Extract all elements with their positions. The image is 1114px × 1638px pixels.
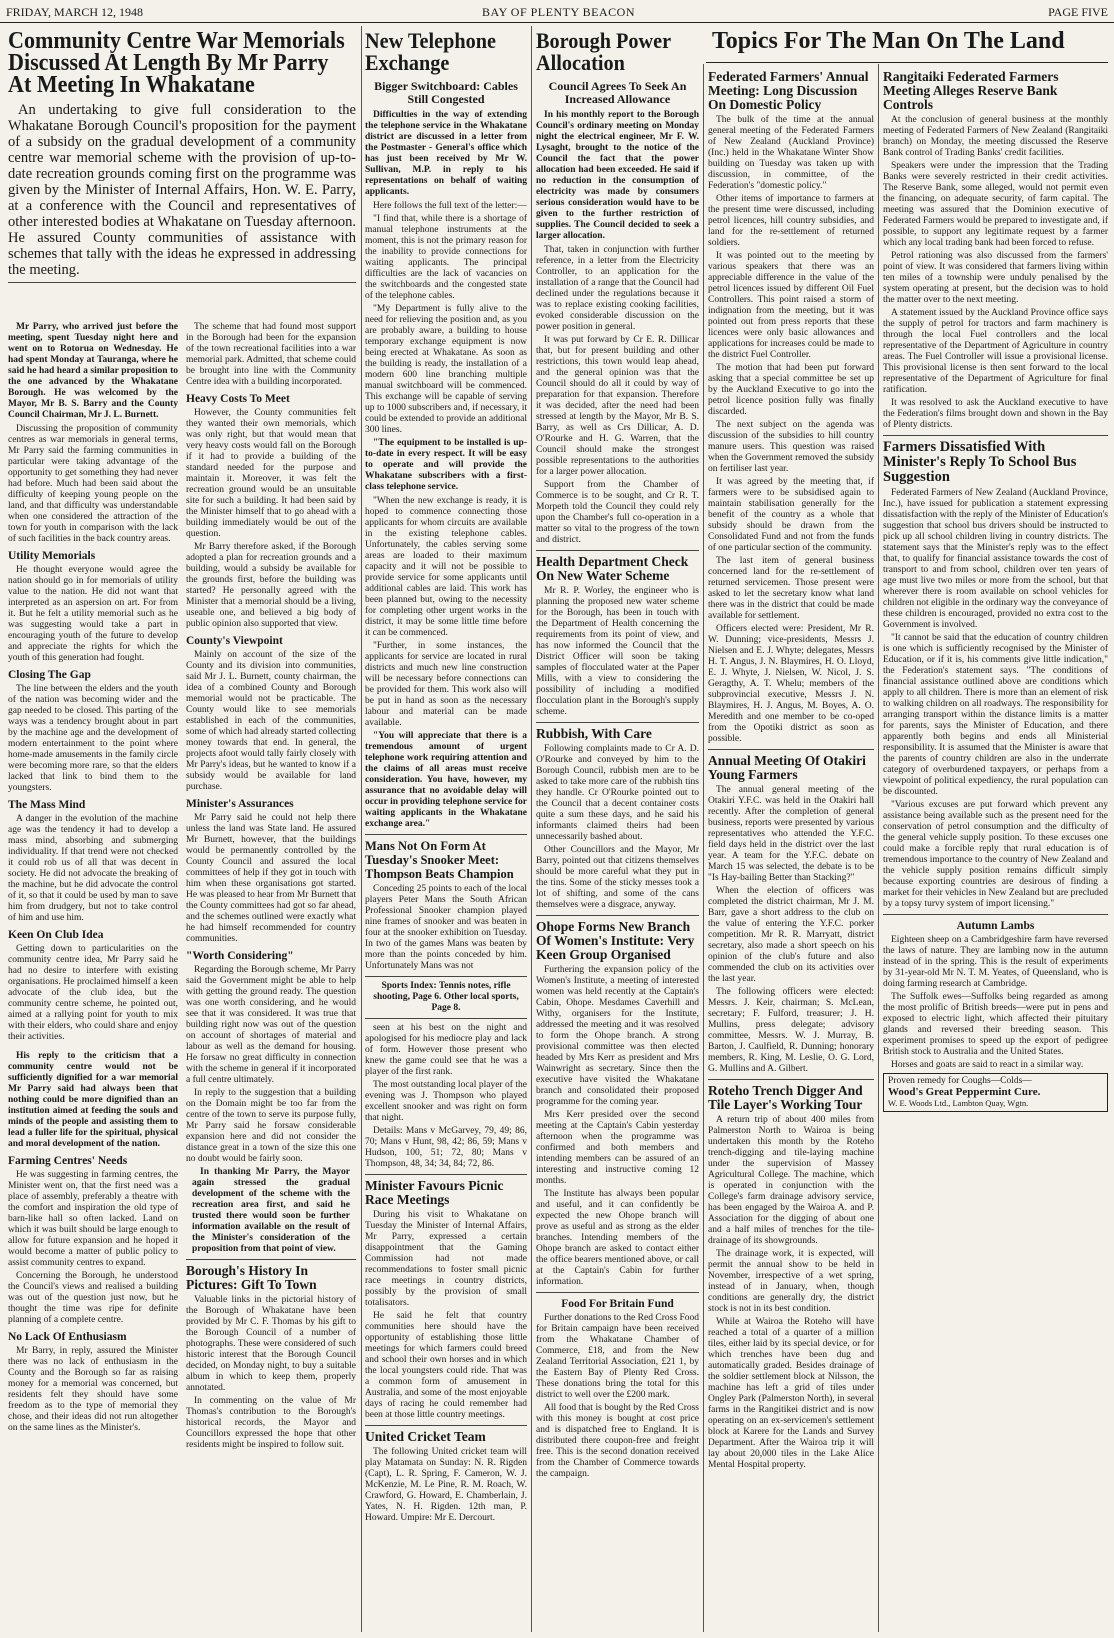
article-paragraph: A return trip of about 400 miles from Palmerston North to Wairoa is being undertaken this month by the Roteho trench-digging and tile-laying machine under the supervision of Massey Agricultural College. The machine, which is operated in conjunction with the College's farm drainage advisory service, has been engaged by the Wairoa A. and P. Association for the digging of about one and a half miles of trenches for the tile-drainage of its showgrounds. [708, 1115, 874, 1246]
article-paragraph: Regarding the Borough scheme, Mr Parry said the Government might be able to help with getting the ground ready. The question was one worth considering, and he would see that it was considered. It was true that building right now was out of the question on account of shortages of material and labour as well as the demand for housing. He forsaw no great difficulty in connection with the scheme in general if it incorporated a full centre ultimately. [186, 965, 356, 1085]
article-paragraph: He thought everyone would agree the nation should go in for memorials of utility value to the nation. He did not want that interpreted as an aspersion on art. For from it. But he felt a utility memorial such as he was suggesting would take a part in encouraging youth of the future to develop and appreciate the rights for which the youth of this generation had fought. [8, 565, 178, 663]
subheading: Keen On Club Idea [8, 929, 104, 941]
subheading: Closing The Gap [8, 669, 91, 681]
community-centre-column-a [8, 322, 178, 1632]
divider [365, 1425, 527, 1426]
divider [8, 282, 356, 283]
article-paragraph: Support from the Chamber of Commerce is to be sought, and Cr R. T. Morpeth told the Council they could rely upon the Chamber's full co-operation in a matter so vital to the progress of the town and district. [536, 480, 699, 545]
divider [365, 976, 527, 977]
article-paragraph: The motion that had been put forward asking that a special committee be set up by the Auckland Executive to go into the petrol licence position fully was finally discarded. [708, 363, 874, 417]
article-paragraph: Officers elected were: President, Mr R. W. Dunning; vice-presidents, Messrs J. Nielsen and E. J. Whyte; delegates, Messrs H. T. Angus, J. N. Blaymires, H. O. Lloyd, E. J. Whyte, J. Nielsen, W. Nicol, J. S. Geragthy, A. T. Whelu; members of the subprovincial executive, Messrs J. N. Blaymires, H. J. Angus, M. Boyes, A. O. Meredith and one member to be co-oped from the Opotiki district as soon as possible. [708, 624, 874, 744]
community-centre-lead: An undertaking to give full consideration to the Whakatane Borough Council's proposition for the payment of a subsidy on the gradual development of a community centre war memorial scheme with the provision of up-to-date recreation grounds coming first on the programme was given by the Minister of Internal Affairs, Hon. W. E. Parry, at a conference with the Council and representatives of other interested bodies at Whakatane on Tuesday afternoon. He assured County communities of assistance with schemes that tally with the ideas he expressed in addressing the meeting. [8, 102, 356, 278]
article-paragraph: "Various excuses are put forward which prevent any assistance being available such as the present need for the conservation of petrol consumption and the difficulty of the general vehicle supply position. To these excuses one could make a forcible reply that rural education is of tremendous importance to the country of New Zealand and the vehicle supply position remains difficult simply because exporting countries are desirous of finding a market for their vehicles in New Zealand but are precluded by a topsy turvy system of import licensing." [883, 800, 1108, 909]
article-paragraph: Horses and goats are said to react in a similar way. [891, 1060, 1084, 1070]
subheading: Heavy Costs To Meet [186, 393, 290, 405]
picnic-race-headline: Minister Favours Picnic Race Meetings [365, 1178, 504, 1207]
article-paragraph: "My Department is fully alive to the need for relieving the position and, as you are probably aware, a building to house temporary exchange equipment is now being erected at Whakatane. As soon as the building is ready, the installation of a modern 600 line branching multiple manual switchboard will be commenced. This exchange will be capable of serving up to 1000 subscribers and, if necessary, it could be extended to provide an additional 300 lines. [365, 304, 527, 435]
divider [883, 435, 1108, 436]
article-paragraph: He was suggesting in farming centres, the Minister went on, that the first need was a place of assembly, preferably a theatre with the comfort and inspiration the old type of barn-like hall so often lacked. Land on which it was built should be large enough to allow for future expansion and he hoped it would become a matter of public policy to assist community centres to expand. [8, 1170, 178, 1268]
peppermint-cure-advert [883, 1073, 1108, 1112]
article-paragraph: The last item of general business concerned land for the re-settlement of returned servicemen. Those present were asked to let the secretary know what land there was in the district that could be made available for settlement. [708, 556, 874, 621]
article-paragraph: "Further, in some instances, the applicants for service are located in rural districts and much new line construction will be necessary before connections can be provided for them. This work also will be put in hand as soon as the necessary labour and material can be made available. [365, 641, 527, 728]
community-centre-column-b [186, 322, 356, 1632]
roteho-headline: Roteho Trench Digger And Tile Layer's Working Tour [708, 1083, 863, 1112]
article-paragraph: Mr R. P. Worley, the engineer who is planning the proposed new water scheme for the Borough, has been in touch with the Department of Health concerning the requirements from its point of view, and has now informed the Council that the District Officer will soon be taking samples of flocculated water at the Paper Mills, with a view to considering the possibility of including a modified flocculation plant in the Borough's supply scheme. [536, 586, 699, 717]
divider [708, 1079, 874, 1080]
masthead-page-number: PAGE FIVE [1048, 5, 1108, 19]
article-paragraph: Valuable links in the pictorial history of the Borough of Whakatane have been provided by Mr C. F. Thomas by his gift to the Borough Council of a number of photographs. These were considered of such historic interest that the Borough Council decided, on Monday night, to buy a suitable album in which to keep them, properly annotated. [186, 1295, 356, 1393]
community-centre-article [8, 26, 356, 1632]
article-paragraph: "When the new exchange is ready, it is hoped to commence connecting those applicants for whom circuits are available in the existing telephone cables. Unfortunately, the cables serving some areas are loaded to their maximum capacity and it will not be possible to provide service for some applicants until additional cables are laid. This work has been planned but, owing to the necessity for completing other urgent works in the district, it may be some little time before it can be commenced. [365, 496, 527, 638]
article-paragraph: Other Councillors and the Mayor, Mr Barry, pointed out that citizens themselves should be more careful what they put in the tins. Some of the sticky messes took a lot of shifting, and some of the cans themselves were a disgrace, anyway. [536, 845, 699, 910]
article-paragraph: seen at his best on the night and apologised for his mediocre play and lack of form. However those present who knew the game could see that he was a player of the first rank. [365, 1023, 527, 1077]
subheading: Farming Centres' Needs [8, 1155, 128, 1167]
article-paragraph: All food that is bought by the Red Cross with this money is bought at cost price and is dispatched free to England. It is distributed there coupon-free and freight free. This is the second donation received from the Chamber of Commerce towards the campaign. [536, 1403, 699, 1479]
article-bold-paragraph: Difficulties in the way of extending the telephone service in the Whakatane district are discussed in a letter from the Postmaster - General's office which has just been received by Mr W. Sullivan, M.P. in reply to his representations on behalf of waiting applicants. [365, 110, 527, 197]
divider [536, 722, 699, 723]
article-bold-paragraph: In his monthly report to the Borough Council's ordinary meeting on Monday night the electrical engineer, Mr F. W. Lysaght, brought to the notice of the Council the fact that the power allocation had been exceeded. He said if no reduction in the consumption of electricity was made by consumers serious consideration would have to be given to the further restriction of supplies. The Council decided to seek a larger allocation. [536, 110, 699, 241]
article-paragraph: Speakers were under the impression that the Trading Banks were severely restricted in their credit activities. The Reserve Bank, some alleged, would not permit even the financing, on adequate security, of farm capital. The meeting was assured that the Dominion executive of Federated Farmers would be prepared to investigate and, if possible, to support any legitimate request by a farmer which any local trading bank had been forced to refuse. [883, 161, 1108, 248]
community-centre-headline: Community Centre War Memorials Discussed At Length By Mr Parry At Meeting In Whakatane [8, 28, 345, 98]
federated-farmers-column [708, 66, 874, 1632]
subheading: Utility Memorials [8, 550, 96, 562]
divider [536, 915, 699, 916]
article-paragraph: It was put forward by Cr E. R. Dillicar that, but for present building and other restrictions, this town would leap ahead, and the general opinion was that the Council should do all it could by way of preparation for that expansion. Therefore it was decided, after the need had been stressed at length by the Mayor, Mr B. S. Barry, as well as Crs Dillicar, A. D. O'Rourke and H. G. Warren, that the Council should make the strongest possible representations to the authorities for a larger power allocation. [536, 335, 699, 477]
article-paragraph: Mr Parry said he could not help there unless the land was State land. He assured Mr Burnett, however, that the buildings would be permanently controlled by the County Council and assured the local committees of help if they got in touch with him when these organisations got started. He was pleased to hear from Mr Burnett that the County committees had got so far ahead, and the schemes outlined were exactly what he had himself recommended for country communities. [186, 813, 356, 944]
ohope-institute-headline: Ohope Forms New Branch Of Women's Institute: Very Keen Group Organised [536, 919, 695, 962]
article-paragraph: In commenting on the value of Mr Thomas's contribution to the Borough's historical records, the Mayor and Councillors expressed the hope that other residents might be inspired to follow suit. [186, 1396, 356, 1450]
divider [365, 834, 527, 835]
divider [365, 1174, 527, 1175]
otakiri-headline: Annual Meeting Of Otakiri Young Farmers [708, 753, 866, 782]
divider [706, 62, 1108, 63]
subheading: No Lack Of Enthusiasm [8, 1331, 127, 1343]
masthead [0, 0, 1114, 23]
article-paragraph: Mr Barry therefore asked, if the Borough adopted a plan for recreation grounds and a building, would a subsidy be available for the grounds first, before the building was started? He personally agreed with the Minister that a memorial should be a living, useable one, and believed a big body of public opinion also supported that view. [186, 542, 356, 629]
telephone-deck: Bigger Switchboard: Cables Still Congested [374, 79, 518, 106]
divider [536, 550, 699, 551]
article-bold-paragraph: "The equipment to be installed is up-to-date in every respect. It will be easy to operate and will provide the Whakatane subscribers with a first-class telephone service. [365, 438, 527, 492]
column-rule [878, 64, 879, 1632]
borough-power-column [536, 26, 699, 1632]
article-bold-paragraph: His reply to the criticism that a community centre would not be sufficiently dignified for a war memorial Mr Parry said had always been that nothing could be more dignified than an institution aimed at feeding the souls and minds of the people and assisting them to lead a fuller life for the spiritual, physical and moral development of the nation. [8, 1051, 178, 1149]
article-paragraph: Getting down to particularities on the community centre idea, Mr Parry said he had no desire to interfere with existing organisations. He proclaimed himself a keen advocate of the club idea, but the community centre scheme, he pointed out, aimed at a rallying point for youth to mix with their elders, who could share and enjoy their activities. [8, 944, 178, 1042]
telephone-headline: New Telephone Exchange [365, 28, 497, 75]
column-rule [703, 64, 704, 1632]
autumn-lambs-headline: Autumn Lambs [956, 920, 1035, 932]
food-britain-headline: Food For Britain Fund [561, 1298, 674, 1310]
cricket-headline: United Cricket Team [365, 1429, 486, 1444]
article-paragraph: Federated Farmers of New Zealand (Auckland Province, Inc.), have issued for publication a statement expressing dissatisfaction with the reply of the Minister of Education's suggestion that school bus drivers should be instructed to pick up all school children living in country districts. The statement says that the Minister's reply was to the effect that, to qualify for financial assistance towards the cost of transport to and from school, children over ten years of age must live two miles or more from the school, but that wherever there is room available on school vehicles for children not eligible in the ordinary way the conveyance of these children is encouraged, provided no extra cost to the Government is involved. [883, 488, 1108, 630]
article-paragraph: Furthering the expansion policy of the Women's Institute, a meeting of interested women was held recently at the Captain's Cabin, Ohope. Mesdames Caverhill and Withy, organisers for the Institute, addressed the meeting and it was resolved to form the Ohope branch. A strong provisional committee was then elected headed by Mrs Kerr as president and Mrs Wainwright as secretary. Since then the executive have visited the Whakatane branch and consolidated their proposed programme for the coming year. [536, 965, 699, 1107]
article-paragraph: Discussing the proposition of community centres as war memorials in general terms, Mr Parry said the farming communities in particular were taking advantage of the opportunity to get something they had never had before. Much had been said about the difficulty of keeping young people on the land, and that difficulty was understandable when one considered the attraction of the town for youth in comparison with the lack of such facilities in the back country areas. [8, 424, 178, 544]
article-paragraph: The annual general meeting of the Otakiri Y.F.C. was held in the Otakiri hall recently. After the completion of general business, reports were presented by various representatives who attended the Y.F.C. field days held in the district over the last year. A team for the Y.F.C. debate on March 15 was selected, the debate is to be "Is Hay-bailing Better than Stacking?" [708, 785, 874, 883]
borough-history-headline: Borough's History In Pictures: Gift To Town [186, 1263, 317, 1292]
article-paragraph: Further donations to the Red Cross Food for Britain campaign have been received from the Whakatane Chamber of Commerce, £18, and from the New Zealand Territorial Association, £21 1, by the Eastern Bay of Plenty Red Cross. These donations bring the total for this district to well over the £200 mark. [536, 1313, 699, 1400]
rangitaiki-headline: Rangitaiki Federated Farmers Meeting Alleges Reserve Bank Controls [883, 69, 1059, 112]
article-paragraph: The following United cricket team will play Matamata on Sunday: N. R. Rigden (Capt), L. R. Spring, F. Cameron, W. J. McKenzie, M. Le Pine, R. M. Roach, W. Crawford, G. Howard, E. Chamberlain, J. Yates, N. H. Rigden. 12th man, P. Howard. Umpire: Mr E. Dercourt. [365, 1447, 527, 1523]
advert-line: Proven remedy for Coughs—Colds— [888, 1076, 1032, 1086]
sports-index: Sports Index: Tennis notes, rifle shooting, Page 6. Other local sports, Page 8. [373, 981, 519, 1013]
rangitaiki-column [883, 66, 1108, 1632]
topics-banner-title: Topics For The Man On The Land [712, 28, 1065, 54]
federated-farmers-headline: Federated Farmers' Annual Meeting: Long Discussion On Domestic Policy [708, 69, 869, 112]
advert-address: W. E. Woods Ltd., Lambton Quay, Wgtn. [888, 1098, 1029, 1108]
article-paragraph: Conceding 25 points to each of the local players Peter Mans the South African Professional Snooker champion played nine frames of snooker and was beaten in four at the snooker exhibition on Tuesday. In two of the games Mans was beaten by more than the points conceded by him. Unfortunately Mans was not [365, 884, 527, 971]
article-paragraph: The Suffolk ewes—Suffolks being regarded as among the most prolific of British breeds—were put in pens and exposed to electric light, which affected their pituitary glands and reversed their breeding season. This experiment promises to speed up the export of pedigree British stock to Australia and the United States. [883, 992, 1108, 1057]
subheading: County's Viewpoint [186, 635, 283, 647]
article-paragraph: When the election of officers was completed the district chairman, Mr J. M. Barr, gave a short address to the club on the value of entering the Y.F.C. porker competition. Mr R. R. Marryatt, district secretary, also made a short speech on his opinion of the club's future and also commended the club on its activities over the last year. [708, 886, 874, 984]
article-paragraph: Eighteen sheep on a Cambridgeshire farm have reversed the laws of nature. They are lambing now in the autumn instead of in the spring. This is the result of experiments by 31-year-old Mr N. T. M. Yeates, of Queensland, who is doing farming research at Cambridge. [883, 935, 1108, 989]
article-paragraph: Following complaints made to Cr A. D. O'Rourke and conveyed by him to the Borough Council, rubbish men are to be asked to take more care of the rubbish tins they handle. Cr O'Rourke pointed out to the Council that a decent container costs quite a sum these days, and he said his informants claimed theirs had been unnecessarily bashed about. [536, 744, 699, 842]
article-paragraph: "It cannot be said that the education of country children is one which is sufficiently recognised by the Minister of Education, or if it is, his comments give little indication," the Federation's statement says. "The conditions of financial assistance outlined above are conditions which apply to all children. There is more than an element of risk to walking children on all roadways. The responsibility for arranging transport within the distance limits is a matter for parents, says the Minister of Education, and there apparently both begins and ends all Ministerial responsibility. It is assumed that the Minister is aware that the parents of country children are also in the underrate category of overburdened taxpayers, or perhaps from a viewpoint of political expediency, the rural population can be discounted. [883, 633, 1108, 797]
article-paragraph: Other items of importance to farmers at the present time were discussed, including petrol licences, hill country subsidies, and land for the re-settlement of returned soldiers. [708, 194, 874, 248]
article-paragraph: While at Wairoa the Roteho will have reached a total of a quarter of a million tiles, either laid by its special device, or for which trenches have been dug and automatically graded. Besides drainage of the soldier settlement block at Nilsson, the machine has left a grid of tiles under Ongley Park (Palmerston North), in several farms in the Rangitikei district and is now operating on an ex-servicemen's settlement block at Karere for the Lands and Survey Department. After the Wairoa trip it will lay about 20,000 tiles in the Lake Alice Mental Hospital property. [708, 1317, 874, 1470]
subheading: Minister's Assurances [186, 798, 294, 810]
borough-power-headline: Borough Power Allocation [536, 28, 671, 75]
divider [186, 1259, 356, 1260]
article-paragraph: It was pointed out to the meeting by various speakers that there was an appreciable difference in the value of the petrol licences issued by different Oil Fuel Controllers. This point raised a storm of indignation from the meeting, but it was pointed out from press reports that these licences were only basic allowances and applications for increases could be made to the district Fuel Controller. [708, 251, 874, 360]
article-paragraph: The line between the elders and the youth of the nation was becoming wider and the gap needed to be closed. This parting of the ways was a tendency brought about in part by the machine age and the development of modern entertainment to the point where home-made amusements in the family circle were becoming more rare, so that the elders lacked that link to bind them to the youngsters. [8, 684, 178, 793]
telephone-exchange-column [365, 26, 527, 1632]
divider [365, 1018, 527, 1019]
rubbish-headline: Rubbish, With Care [536, 726, 652, 741]
article-paragraph: The most outstanding local player of the evening was J. Thompson who played excellent snooker and was right on form that night. [365, 1080, 527, 1123]
article-paragraph: It was resolved to ask the Auckland executive to have the Federation's films brought down and shown in the Bay of Plenty districts. [883, 398, 1108, 430]
article-paragraph: Mrs Kerr presided over the second meeting at the Captain's Cabin yesterday afternoon when the programme was confirmed and both members and intending members can be assured of an interesting and instructive coming 12 months. [536, 1110, 699, 1186]
article-paragraph: The following officers were elected: Messrs. J. Keir, chairman; S. McLean, secretary; F. Fulford, treasurer; J. H. Mullins, press delegate; advisory committee, Messrs. W. J. Murray, B. Barton, J. Caulfield, R. Dunning; honorary members, R. King, M. Leslie, O. G. Lord, G. Mullins and A. Gilbert. [708, 987, 874, 1074]
school-bus-headline: Farmers Dissatisfied With Minister's Reply To School Bus Suggestion [883, 439, 1077, 485]
article-paragraph: During his visit to Whakatane on Tuesday the Minister of Internal Affairs, Mr Parry, expressed a certain disappointment that the Gaming Commission had not made recommendations to foster small picnic race meetings in country districts, possibly by the provision of small totalisators. [365, 1210, 527, 1308]
article-paragraph: Petrol rationing was also discussed from the farmers' point of view. It was considered that farmers living within ten miles of a township were unduly penalised by the system operating at present, but the decision was to hold the matter over to the next meeting. [883, 251, 1108, 305]
subheading: The Mass Mind [8, 799, 86, 811]
article-paragraph: At the conclusion of general business at the monthly meeting of Federated Farmers of New Zealand (Rangitaiki branch) on Monday, the meeting discussed the Reserve Bank control of Trading Banks' credit facilities. [883, 115, 1108, 158]
article-paragraph: The next subject on the agenda was discussion of the subsidies to hill country manure users. This question was raised when the Government removed the subsidy on fertiliser last year. [708, 420, 874, 474]
article-paragraph: The bulk of the time at the annual general meeting of the Federated Farmers of New Zealand (Auckland Province) (Inc.) held in the Whakatane Winter Show building on Tuesday was taken up with discussion, in committee, of the Federation's "domestic policy." [708, 115, 874, 191]
article-paragraph: Here follows the full text of the letter:— [373, 201, 527, 211]
article-paragraph: That, taken in conjunction with further reference, in a letter from the Electricity Controller, to an application for the installation of a range that the Council had declined under the regulations because it was to replace existing cooking facilities, evoked considerable discussion on the power position in general. [536, 245, 699, 332]
divider [536, 1292, 699, 1293]
article-paragraph: Mainly on account of the size of the County and its division into communities, said Mr J. L. Burnett, county chairman, the idea of a combined County and Borough memorial would not be practicable. The County would like to see memorials established in each of the communities, some of which had already started collecting money towards that end. In general, the projects afoot would tally fairly closely with Mr Parry's ideas, but he wanted to know if a subsidy would be available for land purchase. [186, 650, 356, 792]
article-bold-paragraph: In thanking Mr Parry, the Mayor again stressed the gradual development of the scheme with the recreation area first, and said he trusted there would soon be further information available on the result of the Minister's consideration of the proposition from that point of view. [192, 1167, 350, 1254]
column-rule [531, 26, 532, 1632]
article-paragraph: However, the County communities felt they wanted their own memorials, which was only right, but that would mean that very heavy costs would fall on the Borough if it had to provide a building of the standard needed for the purpose and maintain it. Moreover, it was felt the recreation ground would be an unsuitable site for such a building. It had been said by the Minister himself that to go ahead with a building immediately would be out of the question. [186, 408, 356, 539]
divider [883, 914, 1108, 915]
water-scheme-headline: Health Department Check On New Water Scheme [536, 554, 689, 583]
snooker-headline: Mans Not On Form At Tuesday's Snooker Meet: Thompson Beats Champion [365, 839, 514, 881]
column-rule [361, 26, 362, 1632]
masthead-date: FRIDAY, MARCH 12, 1948 [6, 5, 144, 19]
masthead-paper-name: BAY OF PLENTY BEACON [482, 5, 636, 19]
borough-power-deck: Council Agrees To Seek An Increased Allowance [548, 79, 687, 106]
article-paragraph: Details: Mans v McGarvey, 79, 49; 86, 70; Mans v Hunt, 98, 42; 86, 59; Mans v Hudson, 100, 51; 72, 80; Mans v Thompson, 48, 34; 34, 84; 72, 86. [365, 1126, 527, 1169]
subheading: "Worth Considering" [186, 950, 294, 962]
article-paragraph: Concerning the Borough, he understood the Council's views and realised a building was out of the question just now, but he thought the time was ripe for definite planning of a complete centre. [8, 1271, 178, 1325]
article-bold-paragraph: "You will appreciate that there is a tremendous amount of urgent telephone work requiring attention and the claims of all areas must receive consideration. You have, however, my assurance that no avoidable delay will occur in providing telephone service for waiting applicants in the Whakatane exchange area." [365, 731, 527, 829]
article-paragraph: The scheme that had found most support in the Borough had been for the expansion of the town recreational facilities into a war memorial park. Admitted, that scheme could be brought into line with the Community Centre idea with a building incorporated. [186, 322, 356, 387]
article-paragraph: The Institute has always been popular and useful, and it can confidently be expected the new Ohope branch will prove as useful and as strong as the elder branches. Intending members of the Ohope branch are asked to contact either the office bearers mentioned above, or call at the Captain's Cabin for further information. [536, 1189, 699, 1287]
article-paragraph: The drainage work, it is expected, will permit the annual show to be held in November, irrespective of a wet spring, instead of in January, when, though conditions are generally dry, the district stock is not in its best condition. [708, 1249, 874, 1314]
article-paragraph: In reply to the suggestion that a building on the Domain might be too far from the centre of the town to serve its purpose fully, Mr Parry said he forsaw considerable expansion here and did not consider the distance great in a town of the size this one no doubt would be fairly soon. [186, 1088, 356, 1164]
topics-banner [708, 26, 1108, 62]
article-paragraph: A danger in the evolution of the machine age was the tendency it had to develop a mass mind, absorbing and submerging individuality. If that trend were not checked it could rob us of all that was decent in society. He did not advocate the breaking of the machine, but he did advocate the control of it, so that it could be used by man to save him from drudgery, but not to take control of him and use him. [8, 814, 178, 923]
article-paragraph: He said he felt that country communities here should have the opportunity of establishing those little meetings for which farmers could breed and school their own horses and in which the local youngsters could ride. That was a common form of amusement in Australia, and some of the most enjoyable days of racing he could remember had been at those little country meetings. [365, 1311, 527, 1420]
article-paragraph: It was agreed by the meeting that, if farmers were to be subsidised again to maintain stabilisation generally for the benefit of the country as a whole that subsidy should be drawn from the Consolidated Fund and not from the funds of one particular section of the community. [708, 477, 874, 553]
article-paragraph: "I find that, while there is a shortage of manual telephone instruments at the moment, this is not the primary reason for the inability to provide connections for waiting applicants. The principal difficulties are the lack of vacancies on the switchboards and the congested state of the telephone cables. [365, 214, 527, 301]
divider [708, 749, 874, 750]
article-paragraph: Mr Barry, in reply, assured the Minister there was no lack of enthusiasm in the County and the Borough so far as raising money for a memorial was concerned, but residents felt they should have some freedom as to the type of memorial they chose, and their ideas did not run altogether on the same lines as the Minister's. [8, 1346, 178, 1433]
article-paragraph: Mr Parry, who arrived just before the meeting, spent Tuesday night here and went on to Rotorua on Wednesday. He had spent Monday at Tauranga, where he said he had heard a similar proposition to the one advanced by the Whakatane Borough. He was welcomed by the Mayor, Mr B. S. Barry and the County Council Chairman, Mr J. L. Burnett. [8, 322, 178, 420]
advert-product: Wood's Great Peppermint Cure. [888, 1086, 1041, 1098]
article-paragraph: A statement issued by the Auckland Province office says the supply of petrol for tractors and farm machinery is through the local Fuel controllers and the local representative of the Department of Agriculture in country areas. The Fuel Controller will issue a provisional license. This provisional license is then sent forward to the local representative of the Department of Agriculture for final ratification. [883, 308, 1108, 395]
